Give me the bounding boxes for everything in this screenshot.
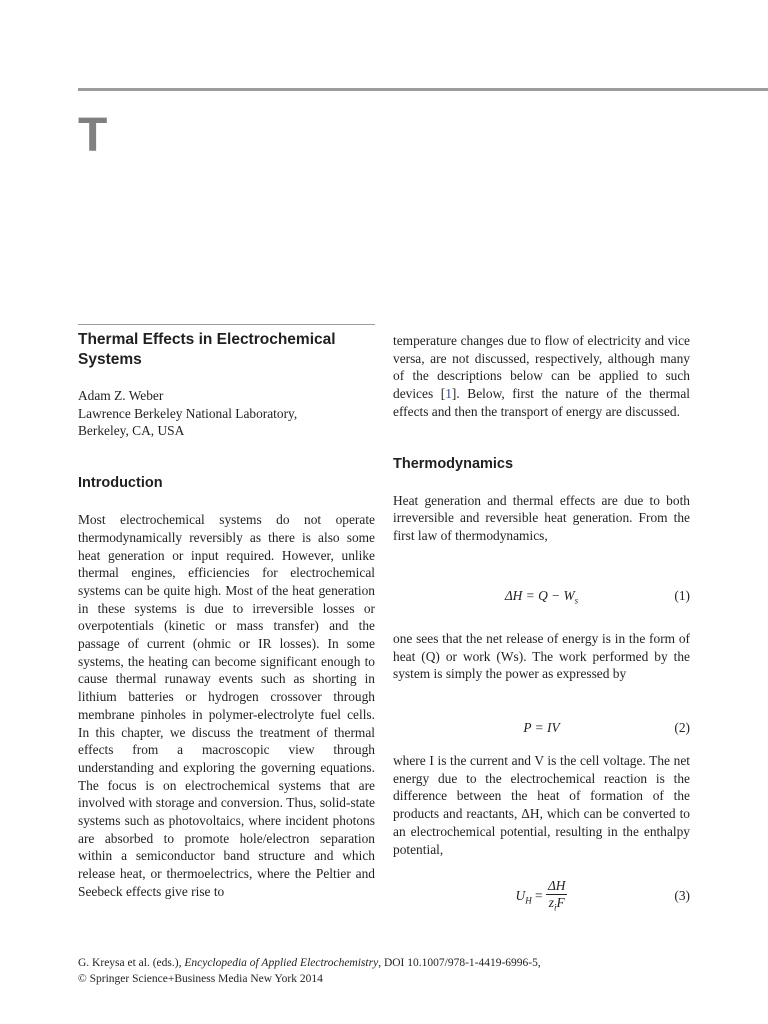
equation-1 — [393, 586, 690, 608]
equation-1-expression: ΔH = Q − W — [504, 588, 575, 603]
footer-editors: G. Kreysa et al. (eds.), — [78, 957, 185, 969]
author-affiliation: Lawrence Berkeley National Laboratory, — [78, 405, 298, 421]
equation-3-lhs: U — [515, 888, 526, 903]
equation-3-denominator-f: F — [556, 895, 565, 911]
equation-2 — [393, 718, 690, 740]
equation-3-equals: = — [531, 888, 546, 903]
equation-3-denominator — [546, 895, 568, 916]
right-column-lower — [393, 752, 690, 858]
footer — [78, 955, 698, 987]
equation-3-numerator: ΔH — [547, 878, 566, 894]
equation-3-fraction — [546, 878, 568, 916]
author-location: Berkeley, CA, USA — [78, 423, 185, 439]
footer-book-title: Encyclopedia of Applied Electrochemistry — [184, 957, 379, 969]
continuation-text-after: ]. Below, first the nature of the thermal effects and then the transport of energy are discussed. — [393, 386, 690, 419]
thermodynamics-heading: Thermodynamics — [393, 455, 514, 472]
equation-3-number: (3) — [674, 888, 690, 903]
top-rule — [78, 88, 768, 91]
equation-3-denominator-subscript: i — [553, 902, 557, 913]
thermodynamics-paragraph-2: one sees that the net release of energy is in the form of heat (Q) or work (Ws). The work performed by the system is simply the power as expressed by — [393, 631, 690, 682]
introduction-heading: Introduction — [78, 475, 163, 492]
equation-1-number: (1) — [674, 588, 690, 603]
chapter-letter: T — [78, 109, 108, 162]
footer-copyright: © Springer Science+Business Media New York 2014 — [78, 973, 323, 985]
thermodynamics-paragraph-3: where I is the current and V is the cell voltage. The net energy due to the electrochemical reaction is the difference between the heat of formation of the products and reactants, ΔH, which can be converted to an electrochemical potential, resulting in the enthalpy potential, — [393, 753, 690, 857]
right-column-middle — [393, 630, 690, 683]
introduction-paragraph: Most electrochemical systems do not operate thermodynamically reversibly as there is also some heat generation or input required. However, unlike thermal engines, efficiencies for electrochemical systems can be quite high. Most of the heat generation in these systems is due to irreversible losses or overpotentials (kinetic or mass transfer) and the passage of current (ohmic or IR losses). In some systems, the heating can become significant enough to cause thermal runaway events such as shorting in lithium batteries or hydrogen crossover through membrane pinholes in polymer-electrolyte fuel cells. In this chapter, we discuss the treatment of thermal effects from a macroscopic view through understanding and exploring the governing equations. The focus is on electrochemical systems that are involved with storage and conversion. Thus, solid-state systems such as photovoltaics, where incident photons are absorbed to promote hole/electron separation within a semiconductor band structure and which release heat, or thermoelectrics, where the Peltier and Seebeck effects give rise to — [78, 512, 375, 899]
equation-3-lhs-subscript: H — [525, 895, 532, 906]
footer-doi: , DOI 10.1007/978-1-4419-6996-5, — [378, 957, 541, 969]
author-name: Adam Z. Weber — [78, 388, 164, 403]
left-column — [78, 330, 375, 901]
equation-2-number: (2) — [674, 720, 690, 735]
title-rule — [78, 324, 375, 325]
right-column — [393, 332, 690, 545]
equation-3 — [393, 878, 690, 914]
footer-line-1 — [78, 955, 698, 971]
equation-2-expression: P = IV — [523, 720, 560, 735]
introduction-continuation — [393, 332, 690, 421]
continuation-text-before: temperature changes due to flow of electricity and vice versa, are not discussed, respectively, although many of the descriptions below can be applied to such devices [ — [393, 333, 690, 402]
equation-1-subscript: s — [574, 595, 579, 606]
thermodynamics-paragraph-1: Heat generation and thermal effects are due to both irreversible and reversible heat generation. From the first law of thermodynamics, — [393, 492, 690, 543]
equation-3-denominator-z: z — [548, 895, 554, 911]
article-title: Thermal Effects in Electrochemical Systems — [78, 331, 336, 368]
citation-link[interactable]: 1 — [445, 386, 452, 402]
